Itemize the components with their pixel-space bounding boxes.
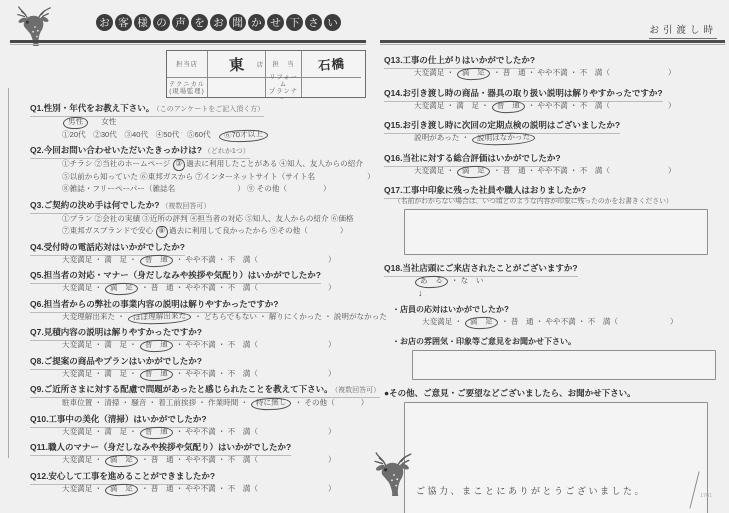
question-title-text: Q12.安心して工事を進めることができましたか?: [30, 470, 216, 481]
handwritten-person-name: 石橋: [317, 56, 346, 74]
question-title: [384, 117, 726, 132]
question-title-text: Q4.受付時の電話応対はいかがでしたか?: [30, 241, 185, 252]
answer-line: [62, 213, 374, 226]
question-title: [384, 52, 726, 67]
answer-line: [422, 316, 726, 329]
title-char-circle: 様: [134, 14, 151, 31]
answer-line: [62, 339, 374, 352]
answer-line: [62, 116, 374, 129]
answer-text: ⑧雑誌・フリーペーパー（雑誌名: [62, 184, 176, 193]
answer-text: ・ 普 通 ・ やや不満 ・ 不 満（: [138, 483, 258, 493]
question-title-text: Q10.工事中の美化（清掃）はいかがでしたか?: [30, 413, 207, 424]
circled-answer: 満 足: [105, 483, 138, 496]
answer-text: ・ 普 通 ・ やや不満 ・ 不 満（: [138, 283, 258, 292]
question: [30, 197, 374, 238]
question-title-text: ・店員の応対はいかがでしたか?: [392, 304, 509, 314]
answer-text: ①20代 ②30代 ③40代 ④50代 ⑤60代: [62, 129, 219, 139]
circled-answer: ほぼ理解出来た: [128, 310, 192, 324]
answer-text: ）: [667, 68, 676, 77]
title-char-circle: さ: [305, 14, 322, 31]
answer-text: ）: [327, 483, 336, 493]
title-char-circle: を: [191, 14, 208, 31]
question-title: [30, 142, 374, 158]
answer-text: 大変満足 ・: [422, 316, 465, 326]
answer-text: ・ どちらでもない ・ 解りにくかった ・ 説明がなかった: [192, 311, 387, 321]
divider-line: [380, 44, 725, 45]
answer-text: ）: [360, 398, 369, 407]
circled-answer: 男性: [63, 117, 89, 129]
question: [30, 353, 374, 381]
staff-person-label: 担 当: [265, 51, 301, 77]
question-title-text: Q16.当社に対する総合評価はいかがでしたか?: [384, 152, 561, 163]
question-title-text: Q18.当社店頭にご来店されたことがございますか?: [384, 263, 578, 273]
question-title: [384, 260, 726, 275]
question-note: （複数回答可）: [161, 202, 211, 210]
question-note-line: （名前がわからない場合は、いつ頃どのような内容が印象に残ったのかをお書きください）: [394, 198, 673, 205]
planner-cell: [301, 77, 361, 97]
answer-text: ・ やや不満 ・ 不 満（: [173, 254, 258, 264]
title-char-circle: せ: [267, 14, 284, 31]
answer-text: ）: [327, 368, 336, 378]
staff-table: [166, 50, 366, 102]
question: [384, 52, 726, 80]
answer-text: ・ 普 通 ・ やや不満 ・ 不 満（: [490, 68, 610, 77]
answer-text: ・ 普 通 ・ やや不満 ・ 不 満（: [138, 455, 258, 464]
answer-text: ①チラシ ②当社のホームページ: [62, 159, 173, 168]
question: [30, 267, 374, 295]
circled-answer: 特に無し: [251, 397, 292, 410]
question-title-text: Q6.担当者からの弊社の事業内容の説明は解りやすかったですか?: [30, 298, 279, 309]
question-title: [30, 381, 381, 397]
question-title-text: ・お店の雰囲気・印象等ご意見をお聞かせ下さい。: [392, 337, 576, 346]
page-edge-line: [8, 88, 9, 458]
answer-text: 説明があった ・: [414, 133, 472, 142]
answer-text: ・ やや不満 ・ 不 満（: [173, 368, 258, 378]
technical-label: テクニカル (現場監理): [167, 77, 207, 97]
answer-text: 大変満足 ・: [62, 483, 105, 493]
planner-label: リフォーム プランナー: [265, 77, 301, 97]
question-title-text: Q8.ご提案の商品やプランはいかがでしたか?: [30, 355, 202, 366]
circled-answer: 満 足: [457, 165, 490, 178]
question: [384, 117, 726, 145]
handwritten-store-name: 東: [228, 55, 245, 75]
question-title-text: Q2.今回お問い合わせいただいたきっかけは?: [30, 145, 202, 155]
question-title: [30, 439, 374, 454]
answer-text: ・ やや不満 ・ 不 満（: [173, 426, 258, 436]
question-note: （複数回答可）: [334, 387, 381, 394]
question: [384, 150, 726, 178]
title-char-circle: お: [210, 14, 227, 31]
answer-line: [62, 171, 374, 184]
circled-answer: 普 通: [140, 426, 173, 439]
answer-text: ）: [367, 171, 375, 181]
question-title-text: Q9.ご近所さまに対する配慮で問題があったと感じられたことを教えて下さい。: [30, 384, 333, 394]
question-title: [30, 411, 374, 426]
title-char-circle: か: [248, 14, 265, 31]
question: [30, 468, 374, 496]
divider-line: [380, 40, 725, 43]
question-title-text: Q3.ご契約の決め手は何でしたか?: [30, 199, 160, 210]
answer-text: ⑦東邦ガスブランドで安心: [62, 226, 156, 235]
thanks-message: ご協力、まことにありがとうございました。: [416, 486, 647, 496]
staff-store-cell: [207, 51, 265, 77]
answer-text: ） ⑨ その他（: [237, 184, 288, 193]
answer-line: [62, 282, 374, 295]
question-title: [30, 267, 374, 282]
answer-text: 大変満足 ・ 満 足 ・: [62, 254, 139, 264]
question: [384, 260, 726, 380]
question-title: [30, 468, 374, 483]
answer-text: ）: [327, 254, 336, 264]
question-title: [30, 197, 374, 213]
down-arrow-icon: ↓: [418, 287, 423, 298]
question: [30, 239, 374, 267]
answer-text: ・ 普 通 ・ やや不満 ・ 不 満（: [490, 165, 610, 175]
answer-text: 大変満足 ・ 満 足 ・: [62, 340, 139, 349]
answer-text: 大変理解出来た ・: [62, 311, 127, 321]
answer-text: 大変満足 ・: [414, 165, 457, 175]
staff-store-label: 担当店: [176, 60, 198, 68]
question-title: [384, 182, 726, 197]
store-suffix-label: 店: [256, 61, 263, 69]
question-title-text: Q15.お引き渡し時に次回の定期点検の説明はございましたか?: [384, 120, 621, 130]
question-title-text: Q11.職人のマナー（身だしなみや挨拶や気配り）はいかがでしたか?: [30, 442, 292, 452]
answer-text: ）: [667, 165, 676, 175]
circled-answer: 普 通: [140, 368, 173, 381]
circled-answer: 満 足: [465, 316, 498, 329]
circled-answer: 満 足: [105, 282, 138, 295]
answer-text: 駐車位置 ・ 清掃 ・ 騒音 ・ 着工前挨拶 ・ 作業時間 ・: [62, 398, 251, 407]
page-title: [96, 14, 341, 31]
question-title: [384, 85, 726, 100]
question: [30, 439, 374, 467]
question-note: （このアンケートをご記入頂く方）: [156, 106, 265, 113]
answer-text: ・ な い: [448, 276, 484, 285]
question: [30, 324, 374, 352]
answer-text: ）: [327, 340, 336, 349]
answer-line: [62, 183, 374, 196]
circled-answer: ⑥70才以上: [219, 129, 268, 142]
question: [30, 142, 374, 196]
title-char-circle: 声: [172, 14, 189, 31]
answer-text: 大変満足 ・: [62, 455, 105, 464]
question: [30, 411, 374, 439]
answer-text: 大変満足 ・ 満 足 ・: [414, 100, 491, 110]
question-title: [30, 296, 374, 311]
question-title: [392, 301, 726, 316]
answer-line: [414, 165, 726, 178]
circled-answer: 普 通: [140, 254, 173, 267]
title-char-circle: い: [324, 14, 341, 31]
question: [30, 296, 387, 324]
question-title-text: Q13.工事の仕上がりはいかがでしたか?: [384, 55, 536, 65]
answer-text: ・ その他（: [292, 398, 335, 407]
circled-answer: 満 足: [105, 454, 138, 467]
right-page: [380, 0, 729, 513]
answer-text: 大変満足 ・: [62, 283, 105, 292]
circled-answer: あ る: [415, 275, 448, 288]
answer-text: 過去に利用して良かったから ⑨その他（: [169, 226, 308, 235]
title-char-circle: 客: [115, 14, 132, 31]
circled-answer: 説明はなかった: [472, 132, 536, 146]
question-title-text: Q1.性別・年代をお教え下さい。: [30, 103, 155, 113]
answer-text: ）: [667, 100, 676, 110]
question-title-text: Q5.担当者の対応・マナー（身だしなみや挨拶や気配り）はいかがでしたか?: [30, 270, 321, 280]
circled-answer: 普 通: [140, 339, 173, 352]
answer-line: [414, 100, 726, 113]
question: [30, 100, 374, 141]
answer-text: 大変満足 ・: [414, 68, 457, 77]
divider-line: [10, 40, 366, 43]
answer-text: 大変満足 ・ 満 足 ・: [62, 368, 139, 378]
answer-text: ⑤以前から知っていた ⑥東邦ガスから ⑦インターネットサイト（サイト名: [62, 171, 316, 181]
answer-text: ・ やや不満 ・ 不 満（: [173, 340, 258, 349]
answer-text: ）: [323, 184, 331, 193]
circled-answer: 満 足: [457, 67, 490, 80]
question-title: [30, 239, 374, 254]
question: [30, 381, 381, 410]
question-title-text: Q17.工事中印象に残った社員や職人はおりましたか?: [384, 185, 587, 195]
sub-question: [392, 301, 726, 329]
title-char-circle: 下: [286, 14, 303, 31]
question-title-text: ●その他、ご意見・ご要望などございましたら、お聞かせ下さい。: [384, 388, 636, 398]
question-note: （どれか1つ）: [203, 148, 250, 155]
deer-footer-icon: [372, 450, 414, 498]
page-code: 1701: [700, 493, 713, 499]
answer-line: [62, 397, 374, 410]
question-title: [384, 385, 726, 400]
divider-line: [10, 44, 366, 45]
question-title: [384, 150, 726, 165]
question-list-left: [30, 100, 387, 496]
answer-text: ）: [327, 426, 336, 436]
question-title-text: Q14.お引き渡し時の商品・器具の取り扱い説明は解りやすかったですか?: [384, 87, 663, 98]
answer-text: ）: [327, 455, 336, 464]
answer-line: [62, 225, 374, 238]
sub-question: [392, 333, 726, 380]
handwritten-slash-mark: [689, 471, 699, 508]
technical-cell: [207, 77, 265, 97]
question-title: [30, 353, 374, 368]
comment-box: [412, 350, 716, 380]
title-char-circle: の: [153, 14, 170, 31]
question-list-right: [384, 52, 726, 513]
comment-box: [404, 209, 708, 255]
answer-line: [414, 67, 726, 80]
circled-answer: ⑧: [156, 226, 168, 238]
answer-text: ）: [327, 283, 336, 292]
question: [384, 85, 726, 113]
answer-text: ）: [339, 226, 348, 235]
answer-line: [62, 454, 374, 467]
question: [384, 182, 726, 255]
circled-answer: 普 通: [492, 100, 525, 113]
answer-text: ）: [669, 316, 678, 326]
answer-text: 女性: [101, 117, 117, 126]
left-page: [8, 0, 387, 513]
answer-text: ①プラン ②会社の実績 ③近所の評判 ④担当者の対応 ⑤知人、友人からの紹介 ⑥価格: [62, 213, 354, 223]
question-title-text: Q7.見積内容の説明は解りやすかったですか?: [30, 327, 202, 337]
title-char-circle: 聞: [229, 14, 246, 31]
staff-person-cell: [301, 51, 361, 77]
question-title: [392, 333, 726, 348]
title-char-circle: お: [96, 14, 113, 31]
answer-line: [62, 483, 374, 496]
answer-text: ・ 普 通 ・ やや不満 ・ 不 満（: [498, 316, 618, 326]
section-header: お引渡し時: [649, 20, 717, 38]
answer-text: 過去に利用したことがある ④知人、友人からの紹介: [186, 159, 363, 168]
question-title: [30, 100, 374, 116]
answer-text: ・ やや不満 ・ 不 満（: [525, 100, 610, 110]
question-title: [30, 324, 374, 339]
answer-text: 大変満足 ・ 満 足 ・: [62, 426, 139, 436]
answer-line: [62, 158, 374, 171]
circled-answer: ③: [173, 159, 185, 171]
